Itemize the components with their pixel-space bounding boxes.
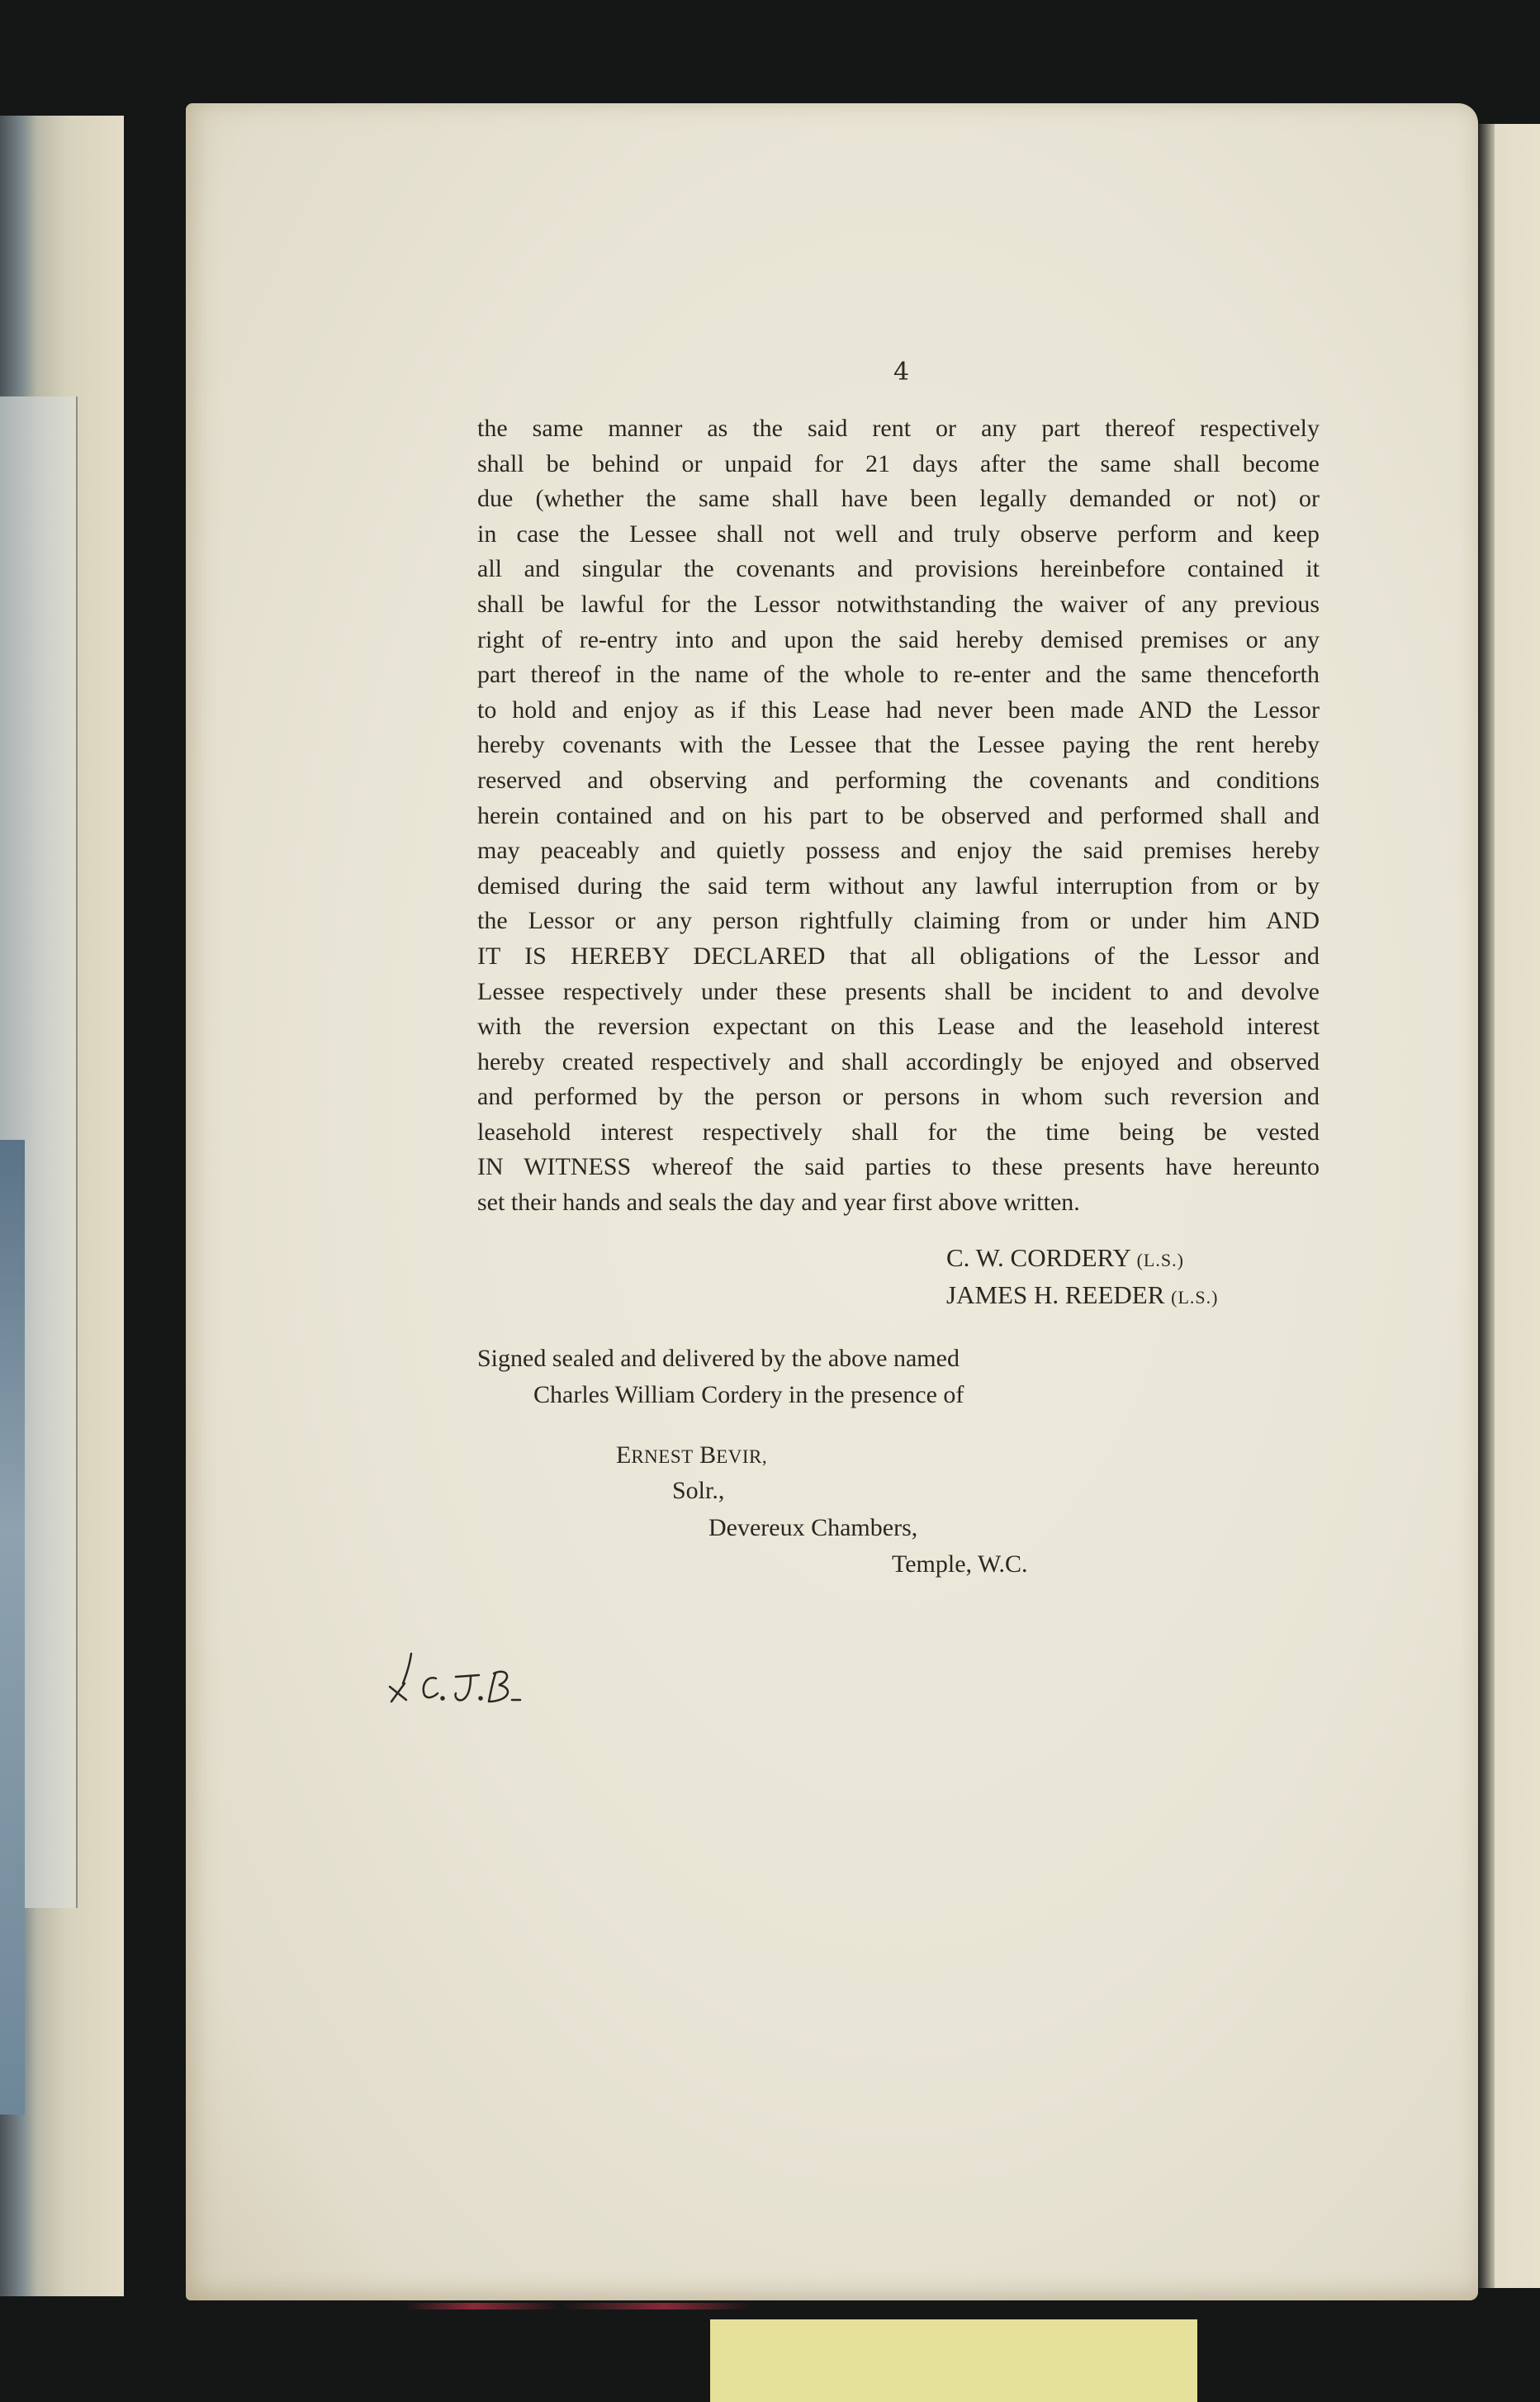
signature-line [946,1278,1218,1315]
body-line: in case the Lessee shall not well and truly observe perform and keep [477,520,1320,548]
body-line: set their hands and seals the day and year first above written. [477,1189,1080,1217]
body-line: the Lessor or any person rightfully claiming from or under him AND [477,907,1320,935]
body-line: hereby created respectively and shall accordingly be enjoyed and observed [477,1047,1320,1075]
body-line: IT IS HEREBY DECLARED that all obligations of the Lessor and [477,942,1320,970]
signature-block [946,1241,1218,1315]
body-line: shall be behind or unpaid for 21 days after the same shall become [477,449,1320,477]
lease-body-text [477,411,1320,1221]
red-stain [405,2303,751,2309]
witness-address-2: Temple, W.C. [892,1550,1028,1578]
yellow-tab [710,2319,1197,2402]
signatory-name: C. W. CORDERY [946,1243,1130,1272]
seal-mark: (L.S.) [1136,1250,1184,1270]
body-line: reserved and observing and performing the covenants and conditions [477,766,1320,794]
body-line: demised during the said term without any lawful interruption from or by [477,871,1320,900]
attestation-line-2: Charles William Cordery in the presence of [533,1381,964,1408]
body-line: and performed by the person or persons in whom such reversion and [477,1083,1320,1111]
body-line: right of re-entry into and upon the said hereby demised premises or any [477,625,1320,653]
body-line: may peaceably and quietly possess and enjoy the said premises hereby [477,837,1320,865]
right-gutter-shadow [1478,124,1495,2288]
body-line: due (whether the same shall have been legally demanded or not) or [477,485,1320,513]
page-number: 4 [893,358,910,387]
left-cloth-binding [0,1140,25,2115]
witness-name: ERNEST BEVIR, [616,1441,768,1469]
seal-mark: (L.S.) [1171,1287,1219,1308]
body-line: leasehold interest respectively shall for the time being be vested [477,1118,1320,1146]
handwritten-initials [388,1635,553,1710]
body-line: with the reversion expectant on this Lease and the leasehold interest [477,1013,1320,1041]
signatory-name: JAMES H. REEDER [946,1280,1165,1309]
attestation-line-1: Signed sealed and delivered by the above named [477,1345,960,1372]
body-line: shall be lawful for the Lessor notwithstanding the waiver of any previous [477,590,1320,618]
body-line: IN WITNESS whereof the said parties to these presents have hereunto [477,1153,1320,1181]
body-line: to hold and enjoy as if this Lease had never been made AND the Lessor [477,695,1320,724]
body-line: all and singular the covenants and provisions hereinbefore contained it [477,555,1320,583]
body-line: herein contained and on his part to be observed and performed shall and [477,801,1320,829]
witness-address-1: Devereux Chambers, [708,1514,918,1541]
witness-title: Solr., [672,1477,725,1504]
body-line: part thereof in the name of the whole to re-enter and the same thenceforth [477,661,1320,689]
body-line: Lessee respectively under these presents shall be incident to and devolve [477,977,1320,1005]
signature-line [946,1241,1218,1278]
body-line: the same manner as the said rent or any part thereof respectively [477,415,1320,442]
body-line: hereby covenants with the Lessee that the Lessee paying the rent hereby [477,731,1320,759]
